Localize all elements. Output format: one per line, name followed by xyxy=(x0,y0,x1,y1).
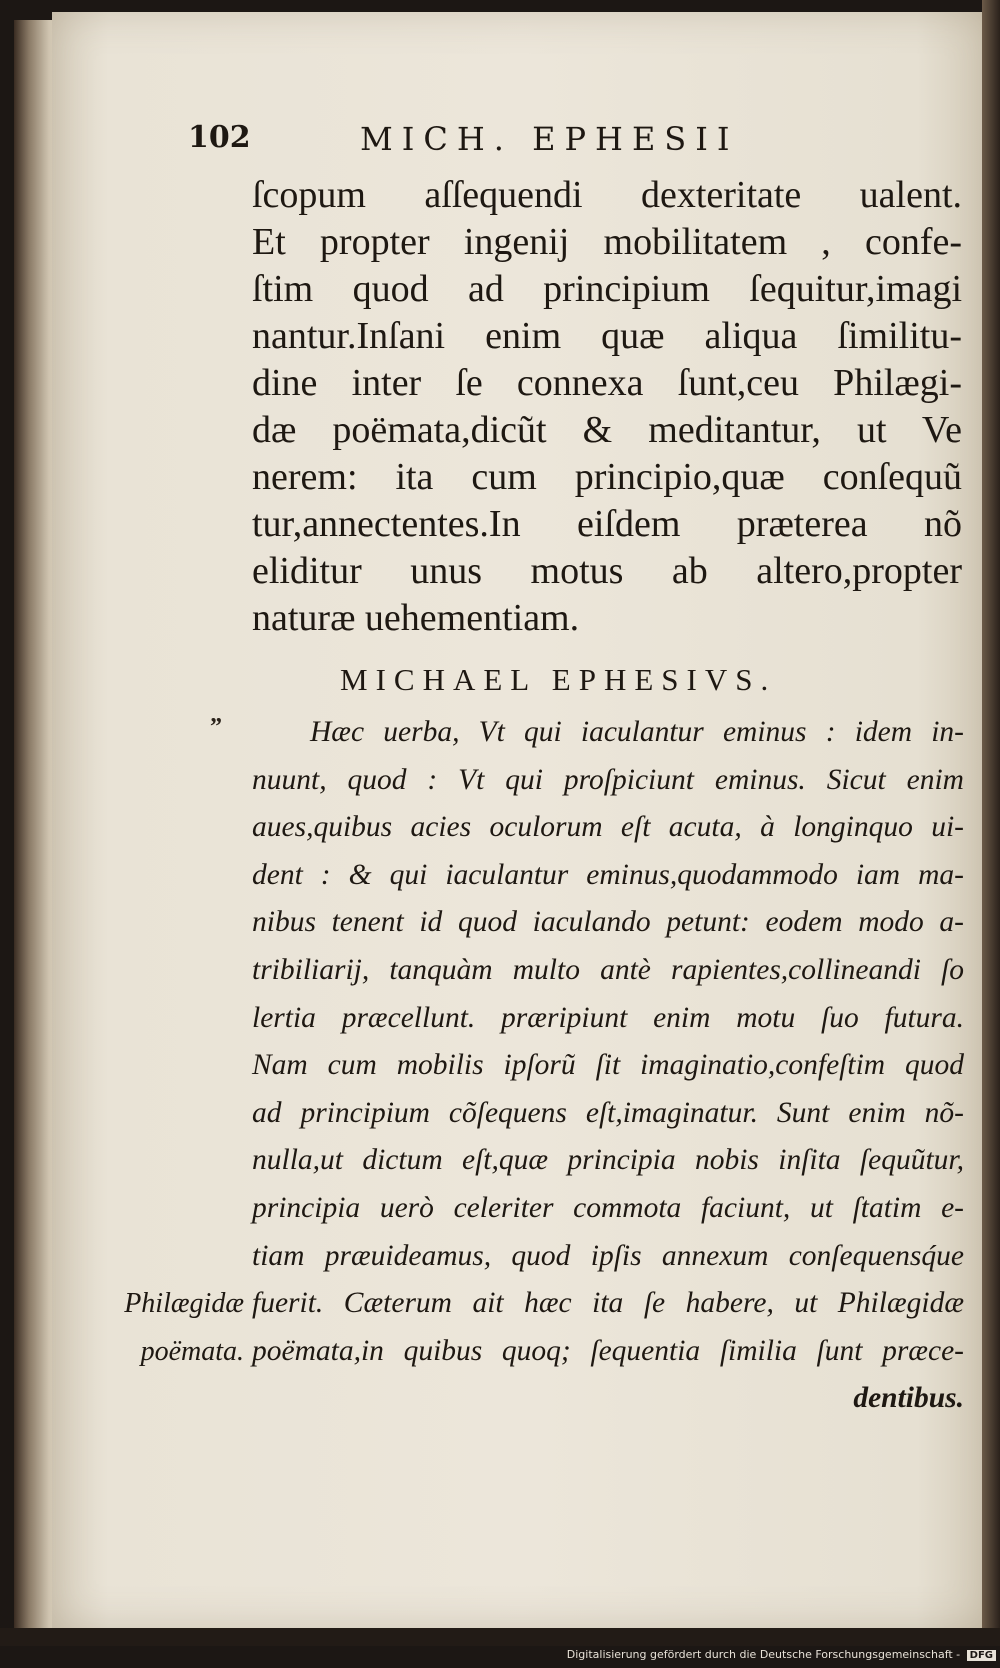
commentary-line: tiam præuideamus, quod ipſis annexum conſequensq́ue xyxy=(252,1239,964,1272)
commentary-line: poëmata,in quibus quoq; ſequentia ſimilia ſunt præce- xyxy=(252,1334,964,1367)
commentary-line: Nam cum mobilis ipſorũ ſit imaginatio,confeſtim quod xyxy=(252,1049,964,1082)
commentary-line: dent : & qui iaculantur eminus,quodammodo iam ma- xyxy=(252,858,964,891)
commentary-line: ad principium cõſequens eſt,imaginatur. Sunt enim nõ- xyxy=(252,1096,964,1129)
dfg-logo: DFG xyxy=(967,1650,996,1661)
running-head: MICH. EPHESII xyxy=(360,120,739,158)
quotation-marker: ” xyxy=(210,714,222,740)
main-text-line: nantur.Inſani enim quæ aliqua ſimilitu- xyxy=(252,315,962,357)
commentary-line: nuunt, quod : Vt qui proſpiciunt eminus. Sicut enim xyxy=(252,763,964,796)
commentary-line: nibus tenent id quod iaculando petunt: eodem modo a- xyxy=(252,906,964,939)
main-text-line: tur,annectentes.In eiſdem præterea nõ xyxy=(252,503,962,545)
commentary-line: lertia præcellunt. præripiunt enim motu ſuo futura. xyxy=(252,1001,964,1034)
marginal-note-line: poëmata. xyxy=(140,1336,244,1367)
main-text-line: dæ poëmata,dicũt & meditantur, ut Ve xyxy=(252,409,962,451)
commentary-line: dentibus. xyxy=(853,1382,964,1415)
commentary-heading: MICHAEL EPHESIVS. xyxy=(340,662,777,697)
marginal-note-line: Philægidæ xyxy=(124,1288,244,1319)
commentary-line: nulla,ut dictum eſt,quæ principia nobis inſita ſequũtur, xyxy=(252,1144,964,1177)
marginal-note xyxy=(94,1280,244,1376)
commentary-line: aues,quibus acies oculorum eſt acuta, à longinquo ui- xyxy=(252,811,964,844)
commentary-line: tribiliarij, tanquàm multo antè rapientes,collineandi ſo xyxy=(252,953,964,986)
main-text-line: naturæ uehementiam. xyxy=(252,597,580,639)
page-edge-right xyxy=(982,0,1000,1640)
main-text-line: ſtim quod ad principium ſequitur,imagi xyxy=(252,268,962,310)
main-text xyxy=(252,172,962,642)
page-number: 102 xyxy=(188,120,251,155)
main-text-line: nerem: ita cum principio,quæ conſequũ xyxy=(252,456,962,498)
main-text-line: Et propter ingenij mobilitatem , confe- xyxy=(252,221,962,263)
commentary-line: fuerit. Cæterum ait hæc ita ſe habere, ut Philægidæ xyxy=(252,1287,964,1320)
main-text-line: eliditur unus motus ab altero,propter xyxy=(252,550,962,592)
commentary-line: Hæc uerba, Vt qui iaculantur eminus : idem in- xyxy=(310,716,964,748)
commentary-text xyxy=(252,709,964,1423)
credit-text: Digitalisierung gefördert durch die Deutsche Forschungsgemeinschaft - xyxy=(566,1648,961,1661)
commentary-line: principia uerò celeriter commota faciunt, ut ſtatim e- xyxy=(252,1191,964,1224)
main-text-line: dine inter ſe connexa ſunt,ceu Philægi- xyxy=(252,362,962,404)
page-edge-bottom xyxy=(0,1628,1000,1646)
main-text-line: ſcopum aſſequendi dexteritate ualent. xyxy=(252,174,962,216)
digitization-credit xyxy=(567,1648,996,1661)
